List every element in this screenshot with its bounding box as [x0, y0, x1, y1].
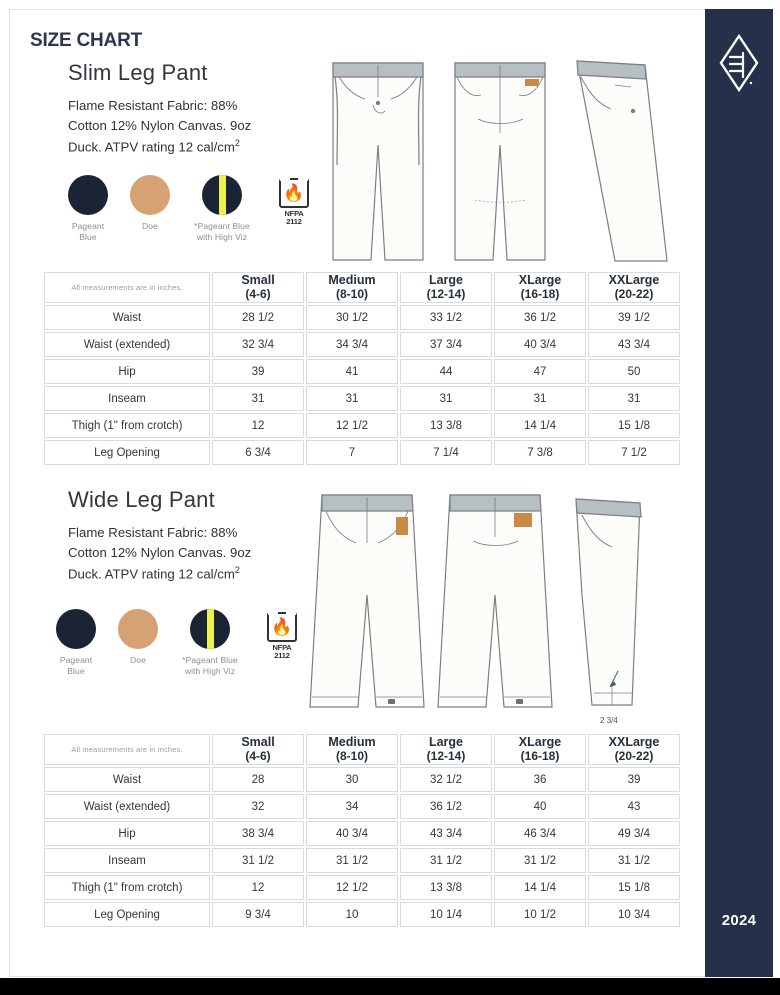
cell-value: 7 — [306, 440, 398, 465]
size-table-wide-leg-pant — [42, 732, 682, 929]
column-header-medium — [306, 272, 398, 303]
nfpa-line1: NFPA — [272, 643, 292, 652]
product-description-wide — [68, 523, 318, 585]
desc-line-2: Cotton 12% Nylon Canvas. 9oz — [68, 545, 252, 561]
swatch-label-line1: Pageant — [71, 221, 105, 231]
swatch-dot-high-viz — [190, 609, 230, 649]
desc-line-3: Duck. ATPV rating 12 cal/cm — [68, 139, 235, 155]
cell-value: 41 — [306, 359, 398, 384]
size-range: (12-14) — [426, 749, 466, 764]
table-row — [44, 767, 680, 792]
swatch-label-pageant-blue — [72, 221, 104, 242]
table-row — [44, 305, 680, 330]
cell-value: 13 3/8 — [400, 875, 492, 900]
row-label: Leg Opening — [44, 902, 210, 927]
row-label: Thigh (1" from crotch) — [44, 875, 210, 900]
cell-value: 36 1/2 — [400, 794, 492, 819]
cell-value: 9 3/4 — [212, 902, 304, 927]
cell-value: 12 — [212, 413, 304, 438]
size-range: (16-18) — [520, 749, 560, 764]
cell-value: 28 — [212, 767, 304, 792]
cell-value: 31 — [306, 386, 398, 411]
swatch-label-high-viz — [182, 655, 238, 676]
row-label: Waist (extended) — [44, 332, 210, 357]
row-label: Waist — [44, 767, 210, 792]
cell-value: 30 1/2 — [306, 305, 398, 330]
size-name: XLarge — [518, 735, 562, 749]
cell-value: 10 1/4 — [400, 902, 492, 927]
swatch-label-line1: *Pageant Blue — [194, 221, 250, 231]
swatch-label-doe — [130, 655, 146, 666]
cell-value: 7 3/8 — [494, 440, 586, 465]
size-table-slim-leg-pant — [42, 270, 682, 467]
size-name: Medium — [328, 273, 376, 287]
cell-value: 31 1/2 — [400, 848, 492, 873]
cell-value: 15 1/8 — [588, 413, 680, 438]
cell-value: 31 1/2 — [212, 848, 304, 873]
row-label: Thigh (1" from crotch) — [44, 413, 210, 438]
swatch-pageant-blue[interactable] — [60, 175, 116, 242]
table-row — [44, 359, 680, 384]
swatch-doe[interactable] — [110, 609, 166, 666]
table-row — [44, 821, 680, 846]
cell-value: 33 1/2 — [400, 305, 492, 330]
measurement-note: All measurements are in inches. — [44, 272, 210, 303]
table-row — [44, 794, 680, 819]
swatch-label-line1: *Pageant Blue — [182, 655, 238, 665]
cell-value: 31 1/2 — [306, 848, 398, 873]
swatch-label-line1: Doe — [130, 655, 146, 665]
cell-value: 36 — [494, 767, 586, 792]
product-title-wide: Wide Leg Pant — [68, 487, 215, 512]
cell-value: 50 — [588, 359, 680, 384]
table-row — [44, 848, 680, 873]
cell-value: 13 3/8 — [400, 413, 492, 438]
swatch-pageant-blue-high-viz[interactable] — [172, 609, 248, 676]
row-label: Inseam — [44, 848, 210, 873]
row-label: Leg Opening — [44, 440, 210, 465]
table-row — [44, 413, 680, 438]
measurement-note: All measurements are in inches. — [44, 734, 210, 765]
badge-nfpa-2112 — [266, 175, 322, 226]
row-label: Hip — [44, 821, 210, 846]
cell-value: 12 1/2 — [306, 413, 398, 438]
cell-value: 34 3/4 — [306, 332, 398, 357]
swatch-pageant-blue[interactable] — [48, 609, 104, 676]
product-description-slim — [68, 96, 318, 158]
desc-line-1: Flame Resistant Fabric: 88% — [68, 98, 238, 113]
cell-value: 40 3/4 — [494, 332, 586, 357]
cell-value: 7 1/4 — [400, 440, 492, 465]
swatch-dot-doe — [130, 175, 170, 215]
table-row — [44, 902, 680, 927]
table-header-row — [44, 272, 680, 303]
cell-value: 37 3/4 — [400, 332, 492, 357]
cell-value: 39 — [588, 767, 680, 792]
year-label: 2024 — [721, 912, 757, 929]
swatch-label-doe — [142, 221, 158, 232]
cell-value: 36 1/2 — [494, 305, 586, 330]
cell-value: 32 3/4 — [212, 332, 304, 357]
size-range: (8-10) — [335, 749, 368, 764]
cell-value: 28 1/2 — [212, 305, 304, 330]
brand-sidebar — [705, 9, 773, 977]
size-range: (8-10) — [335, 287, 368, 302]
swatch-dot-pageant-blue — [68, 175, 108, 215]
column-header-small — [212, 272, 304, 303]
cell-value: 31 — [212, 386, 304, 411]
table-row — [44, 875, 680, 900]
cell-value: 40 — [494, 794, 586, 819]
cell-value: 30 — [306, 767, 398, 792]
illustration-wide-leg-pant — [300, 485, 690, 730]
cell-value: 31 1/2 — [494, 848, 586, 873]
cell-value: 6 3/4 — [212, 440, 304, 465]
cell-value: 10 — [306, 902, 398, 927]
cell-value: 49 3/4 — [588, 821, 680, 846]
table-row — [44, 440, 680, 465]
size-name: Medium — [328, 735, 376, 749]
column-header-large — [400, 272, 492, 303]
page-title: SIZE CHART — [30, 30, 143, 51]
desc-superscript: 2 — [234, 137, 240, 148]
cell-value: 10 1/2 — [494, 902, 586, 927]
swatch-pageant-blue-high-viz[interactable] — [184, 175, 260, 242]
size-range: (20-22) — [614, 749, 654, 764]
size-name: XLarge — [518, 273, 562, 287]
column-header-xxlarge — [588, 734, 680, 765]
swatch-dot-high-viz — [202, 175, 242, 215]
cell-value: 44 — [400, 359, 492, 384]
column-header-xlarge — [494, 734, 586, 765]
cell-value: 46 3/4 — [494, 821, 586, 846]
cell-value: 31 — [494, 386, 586, 411]
cell-value: 12 1/2 — [306, 875, 398, 900]
bottom-black-bar — [0, 978, 780, 995]
size-name: Large — [428, 273, 464, 287]
column-header-medium — [306, 734, 398, 765]
nfpa-square-icon — [279, 178, 309, 208]
swatch-label-high-viz — [194, 221, 250, 242]
cell-value: 43 3/4 — [400, 821, 492, 846]
size-name: Small — [241, 735, 275, 749]
table-row — [44, 332, 680, 357]
flame-icon: 🔥 — [283, 183, 305, 203]
cell-value: 47 — [494, 359, 586, 384]
swatch-label-line2: with High Viz — [196, 231, 248, 242]
swatch-label-line2: Blue — [79, 231, 97, 242]
size-name: Large — [428, 735, 464, 749]
desc-superscript: 2 — [234, 564, 240, 575]
size-name: XXLarge — [608, 735, 660, 749]
cell-value: 15 1/8 — [588, 875, 680, 900]
row-label: Inseam — [44, 386, 210, 411]
swatch-doe[interactable] — [122, 175, 178, 232]
illustration-slim-leg-pant — [315, 25, 695, 275]
desc-line-1: Flame Resistant Fabric: 88% — [68, 525, 238, 540]
size-range: (16-18) — [520, 287, 560, 302]
column-header-large — [400, 734, 492, 765]
desc-line-3: Duck. ATPV rating 12 cal/cm — [68, 566, 235, 582]
swatch-dot-pageant-blue — [56, 609, 96, 649]
swatch-label-line2: Blue — [67, 665, 85, 676]
table-row — [44, 386, 680, 411]
cell-value: 31 — [400, 386, 492, 411]
size-name: Small — [241, 273, 275, 287]
cell-value: 31 1/2 — [588, 848, 680, 873]
cell-value: 32 1/2 — [400, 767, 492, 792]
cell-value: 39 — [212, 359, 304, 384]
row-label: Waist — [44, 305, 210, 330]
nfpa-line2: 2112 — [274, 650, 290, 660]
size-range: (20-22) — [614, 287, 654, 302]
column-header-xxlarge — [588, 272, 680, 303]
row-label: Hip — [44, 359, 210, 384]
cell-value: 12 — [212, 875, 304, 900]
cell-value: 14 1/4 — [494, 875, 586, 900]
nfpa-line1: NFPA — [284, 209, 304, 218]
brand-logo — [705, 23, 773, 103]
table-header-row — [44, 734, 680, 765]
nfpa-badge-text — [284, 210, 303, 226]
cell-value: 43 3/4 — [588, 332, 680, 357]
flame-icon: 🔥 — [271, 617, 293, 637]
desc-line-2: Cotton 12% Nylon Canvas. 9oz — [68, 118, 252, 134]
hem-measurement-label: 2 3/4 — [600, 716, 618, 725]
nfpa-badge-text — [272, 644, 291, 660]
column-header-xlarge — [494, 272, 586, 303]
swatch-label-pageant-blue — [60, 655, 92, 676]
cell-value: 31 — [588, 386, 680, 411]
cell-value: 32 — [212, 794, 304, 819]
swatch-label-line2: with High Viz — [184, 665, 236, 676]
swatch-label-line1: Pageant — [59, 655, 93, 665]
product-title-slim: Slim Leg Pant — [68, 60, 208, 85]
diamond-logo-icon — [718, 33, 760, 93]
nfpa-line2: 2112 — [286, 216, 302, 226]
row-label: Waist (extended) — [44, 794, 210, 819]
cell-value: 14 1/4 — [494, 413, 586, 438]
swatch-label-line1: Doe — [142, 221, 158, 231]
size-name: XXLarge — [608, 273, 660, 287]
cell-value: 40 3/4 — [306, 821, 398, 846]
swatch-dot-doe — [118, 609, 158, 649]
cell-value: 34 — [306, 794, 398, 819]
nfpa-square-icon — [267, 612, 297, 642]
cell-value: 39 1/2 — [588, 305, 680, 330]
cell-value: 10 3/4 — [588, 902, 680, 927]
cell-value: 7 1/2 — [588, 440, 680, 465]
size-range: (12-14) — [426, 287, 466, 302]
cell-value: 38 3/4 — [212, 821, 304, 846]
column-header-small — [212, 734, 304, 765]
size-range: (4-6) — [245, 287, 271, 302]
size-range: (4-6) — [245, 749, 271, 764]
cell-value: 43 — [588, 794, 680, 819]
